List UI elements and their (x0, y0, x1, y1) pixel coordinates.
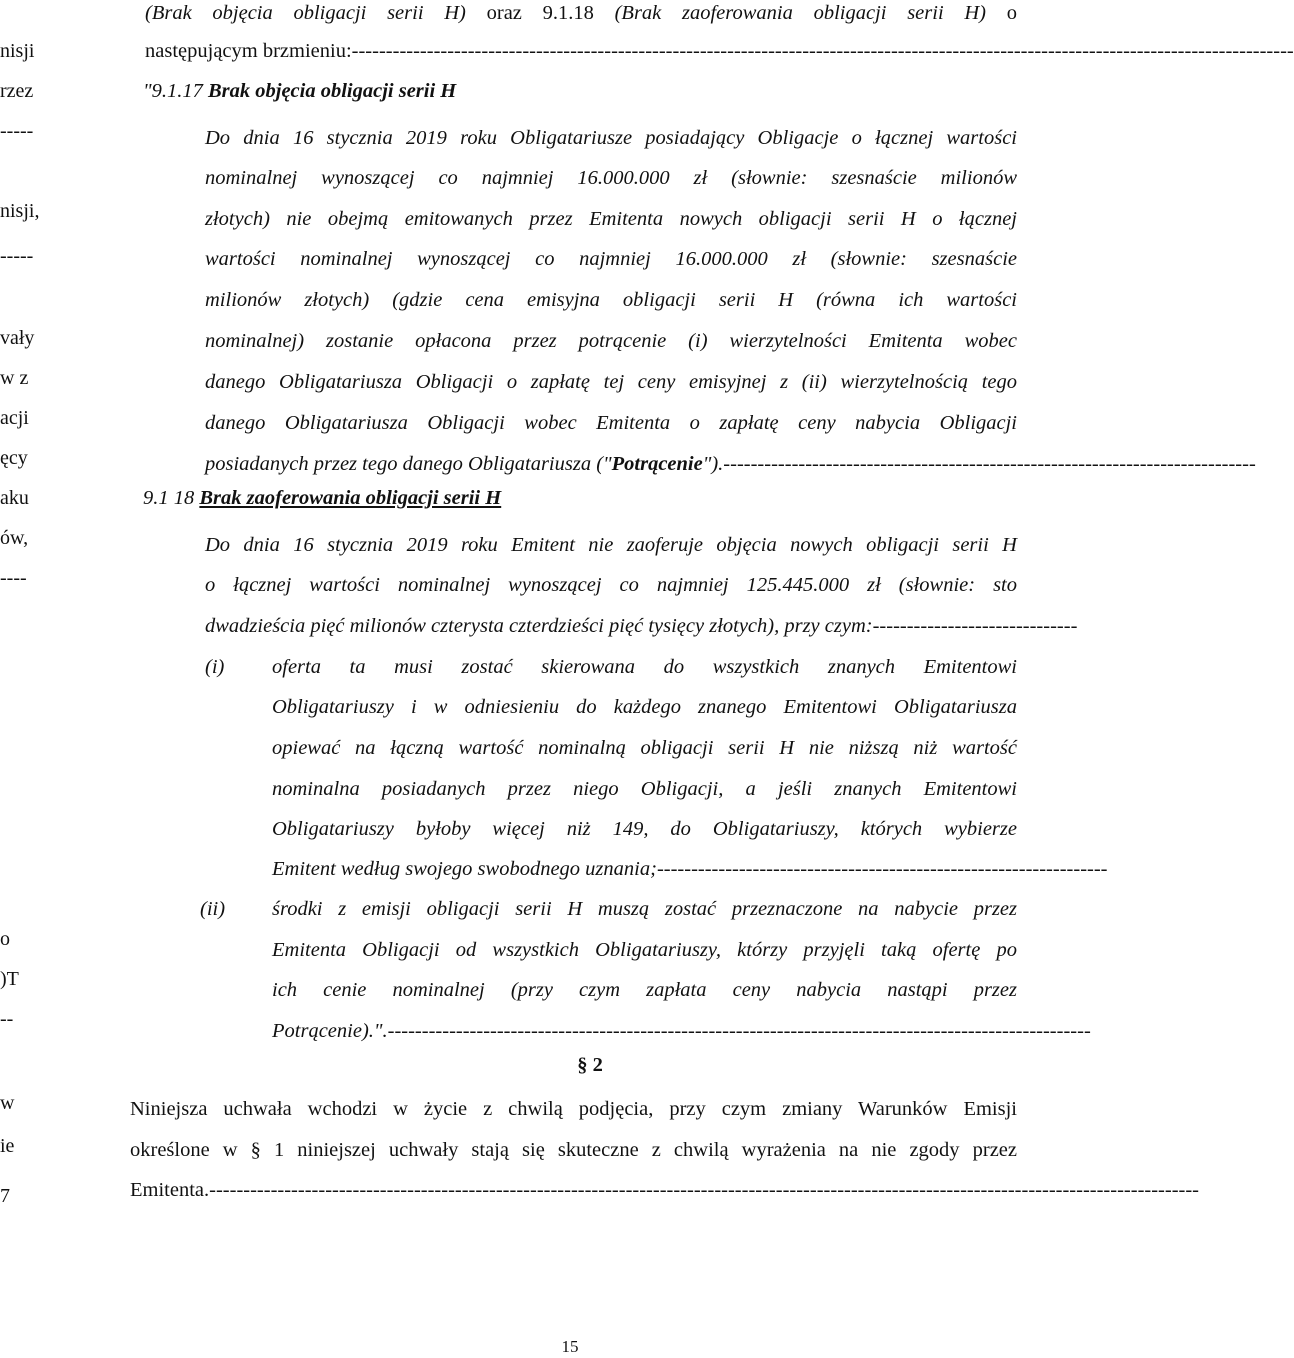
paragraph-2-line: określone w § 1 niniejszej uchwały stają się skuteczne z chwilą wyrażenia na nie zgody przez (130, 1139, 1017, 1161)
margin-fragment: ęcy (0, 447, 28, 469)
section-918-number: 9.1 18 (143, 487, 200, 509)
section-917-line: danego Obligatariusza Obligacji wobec Emitenta o zapłatę ceny nabycia Obligacji (205, 412, 1017, 434)
margin-fragment: ie (0, 1135, 15, 1157)
section-918-title: Brak zaoferowania obligacji serii H (199, 487, 502, 509)
margin-fragment: ----- (0, 120, 34, 142)
dash-fill: ------------------------------------------------------------------ (656, 858, 1108, 880)
section-917-number: "9.1.17 (143, 80, 208, 102)
list-item-line: Obligatariuszy byłoby więcej niż 149, do Obligatariuszy, których wybierze (272, 818, 1017, 840)
list-item-line: środki z emisji obligacji serii H muszą zostać przeznaczone na nabycie przez (272, 898, 1017, 920)
section-918-last-line (205, 613, 1078, 639)
paragraph-2-heading: § 2 (577, 1054, 603, 1076)
margin-fragment: )T (0, 968, 19, 990)
margin-fragment: ów, (0, 527, 29, 549)
section-917-heading (143, 78, 456, 104)
dash-fill: ------------------------------ (872, 615, 1078, 637)
page-number: 15 (561, 1337, 579, 1356)
dash-fill: ------------------------------------------------------------------------------------------------------------------------------------------------- (209, 1179, 1200, 1201)
margin-fragment: 7 (0, 1185, 10, 1207)
section-918-line: o łącznej wartości nominalnej wynoszącej co najmniej 125.445.000 zł (słownie: sto (205, 574, 1017, 596)
section-917-line: milionów złotych) (gdzie cena emisyjna obligacji serii H (równa ich wartości (205, 289, 1017, 311)
margin-fragment: ---- (0, 567, 27, 589)
section-917-line: wartości nominalnej wynoszącej co najmniej 16.000.000 zł (słownie: szesnaście (205, 248, 1017, 270)
intro-text-3: następującym brzmieniu: (145, 40, 352, 62)
dash-fill: ------------------------------------------------------------------------------------------------------------------------------------------ (351, 40, 1294, 62)
section-917-line: nominalnej) zostanie opłacona przez potrącenie (i) wierzytelności Emitenta wobec (205, 330, 1017, 352)
margin-fragment: nisji, (0, 200, 40, 222)
list-item-last-line (272, 1018, 1091, 1044)
list-item-marker: (i) (205, 656, 225, 678)
intro-italic-ref-2: (Brak zaoferowania obligacji serii H) (614, 2, 987, 24)
margin-fragment: aku (0, 487, 29, 509)
list-item-last-text: Potrącenie).". (272, 1020, 388, 1042)
section-917-last-line (205, 451, 1256, 477)
dash-fill: ------------------------------------------------------------------------------ (723, 453, 1256, 475)
list-item-line: oferta ta musi zostać skierowana do wszystkich znanych Emitentowi (272, 656, 1017, 678)
section-917-last-suffix: "). (702, 453, 724, 475)
section-917-line: danego Obligatariusza Obligacji o zapłatę tej ceny emisyjnej z (ii) wierzytelnością tego (205, 371, 1017, 393)
dash-fill: ------------------------------------------------------------------------------------------------------- (387, 1020, 1091, 1042)
section-918-heading (143, 485, 501, 511)
list-item-line: Obligatariuszy i w odniesieniu do każdego znanego Emitentowi Obligatariusza (272, 696, 1017, 718)
margin-fragment: ----- (0, 245, 34, 267)
paragraph-2-last-text: Emitenta. (130, 1179, 210, 1201)
list-item-last-text: Emitent według swojego swobodnego uznania; (272, 858, 657, 880)
section-917-title: Brak objęcia obligacji serii H (207, 80, 457, 102)
intro-text-2: o (986, 2, 1017, 24)
list-item-line: nominalna posiadanych przez niego Obligacji, a jeśli znanych Emitentowi (272, 778, 1017, 800)
paragraph-2-line: Niniejsza uchwała wchodzi w życie z chwilą podjęcia, przy czym zmiany Warunków Emisji (130, 1098, 1017, 1120)
margin-fragment: -- (0, 1008, 14, 1030)
potracenie-term: Potrącenie (611, 453, 703, 475)
section-917-line: złotych) nie obejmą emitowanych przez Emitenta nowych obligacji serii H o łącznej (205, 208, 1017, 230)
intro-line-2 (145, 38, 1294, 64)
section-918-last-text: dwadzieścia pięć milionów czterysta czterdzieści pięć tysięcy złotych), przy czym: (205, 615, 873, 637)
list-item-last-line (272, 856, 1108, 882)
intro-italic-ref-1: (Brak objęcia obligacji serii H) (145, 2, 466, 24)
margin-fragment: acji (0, 407, 29, 429)
margin-fragment: w z (0, 367, 29, 389)
margin-fragment: rzez (0, 80, 34, 102)
section-917-last-prefix: posiadanych przez tego danego Obligatariusza (" (205, 453, 612, 475)
list-item-line: ich cenie nominalnej (przy czym zapłata ceny nabycia nastąpi przez (272, 979, 1017, 1001)
margin-fragment: w (0, 1092, 15, 1114)
section-918-line: Do dnia 16 stycznia 2019 roku Emitent nie zaoferuje objęcia nowych obligacji serii H (205, 534, 1017, 556)
intro-text-1: oraz 9.1.18 (465, 2, 615, 24)
section-917-line: nominalnej wynoszącej co najmniej 16.000.000 zł (słownie: szesnaście milionów (205, 167, 1017, 189)
list-item-line: Emitenta Obligacji od wszystkich Obligatariuszy, którzy przyjęli taką ofertę po (272, 939, 1017, 961)
margin-fragment: vały (0, 327, 35, 349)
intro-line-1 (145, 0, 1017, 26)
margin-fragment: nisji (0, 40, 35, 62)
list-item-marker: (ii) (200, 898, 226, 920)
section-917-line: Do dnia 16 stycznia 2019 roku Obligatariusze posiadający Obligacje o łącznej wartości (205, 127, 1017, 149)
list-item-line: opiewać na łączną wartość nominalną obligacji serii H nie niższą niż wartość (272, 737, 1017, 759)
margin-fragment: o (0, 928, 10, 950)
paragraph-2-last-line (130, 1177, 1200, 1203)
